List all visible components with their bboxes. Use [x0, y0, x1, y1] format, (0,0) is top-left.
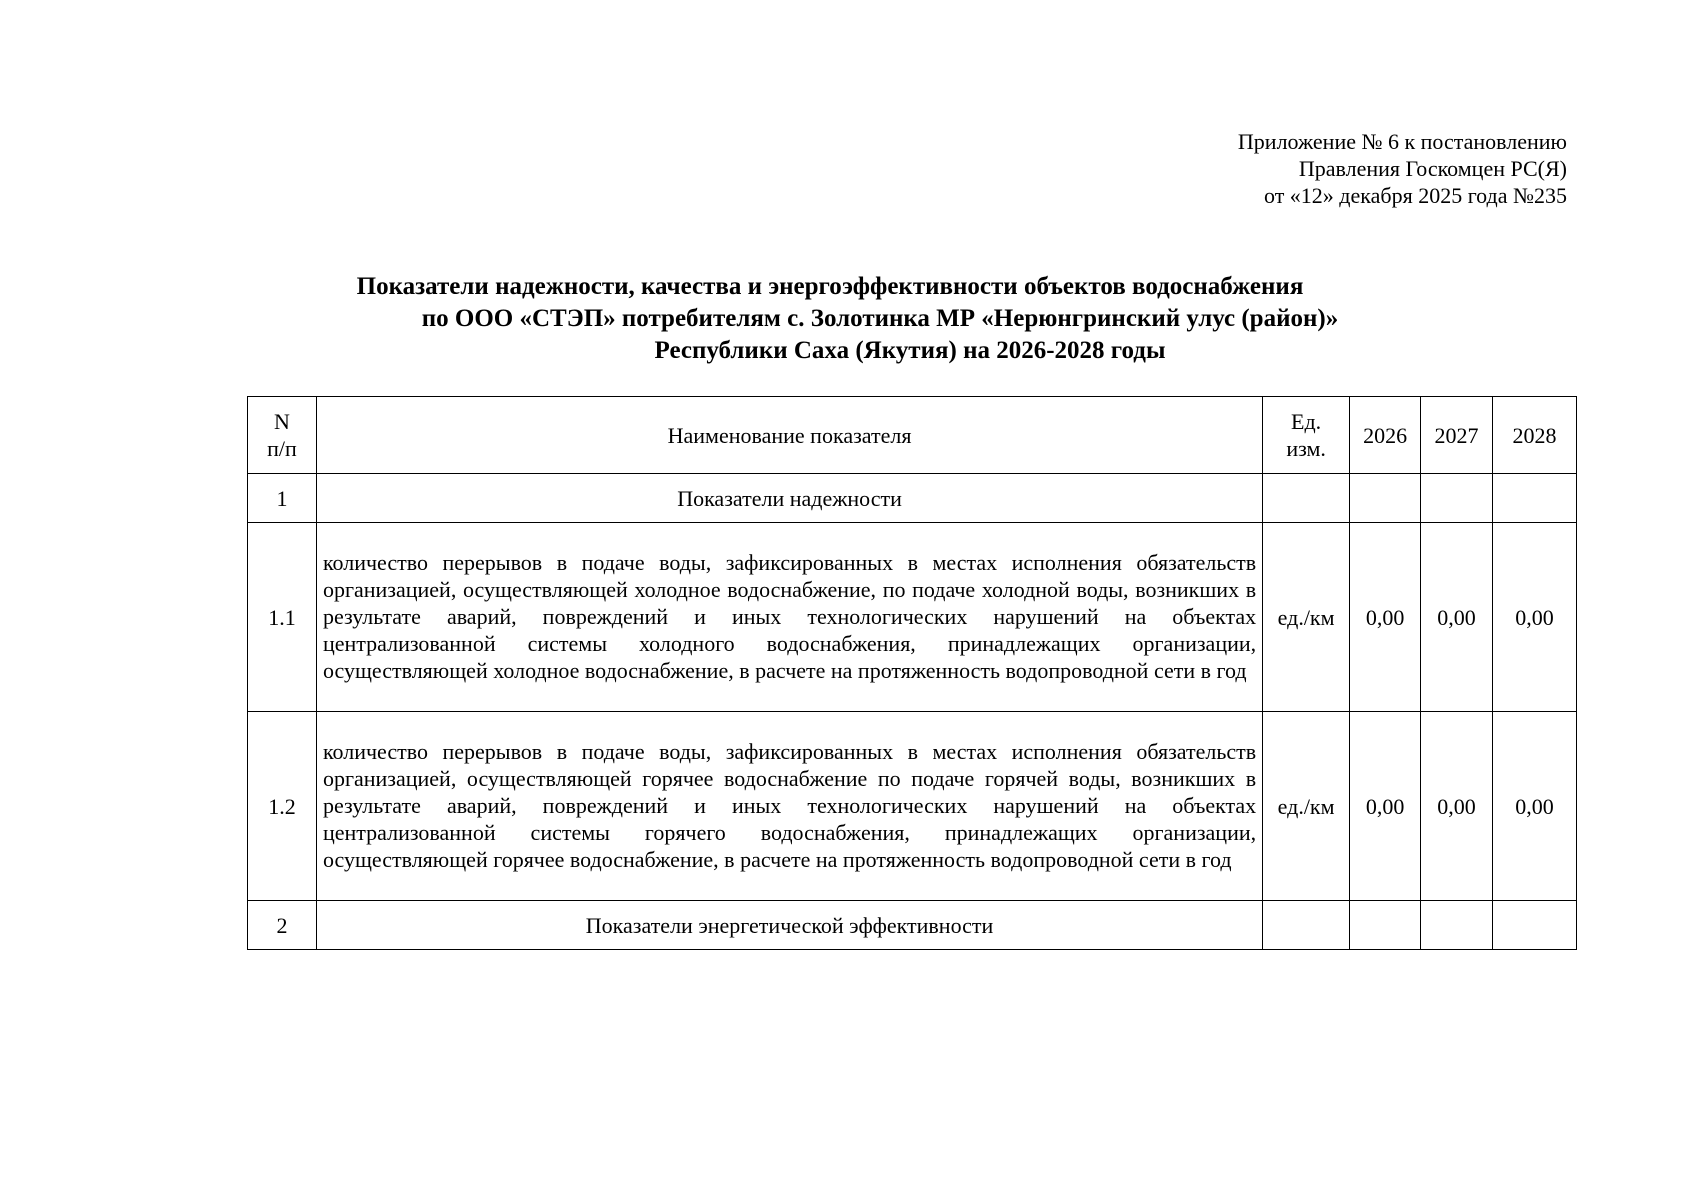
column-header-2027: 2027	[1421, 397, 1493, 474]
row-value-2026	[1350, 474, 1421, 523]
column-header-2028: 2028	[1493, 397, 1577, 474]
row-number: 2	[248, 901, 317, 950]
appendix-header-line: Приложение № 6 к постановлению	[1237, 129, 1567, 154]
column-header-number	[248, 397, 317, 474]
table-row	[248, 901, 1577, 950]
row-value-2026: 0,00	[1350, 712, 1421, 901]
document-title-line: по ООО «СТЭП» потребителям с. Золотинка МР «Нерюнгринский улус (район)»	[421, 305, 1339, 332]
document-title-line: Показатели надежности, качества и энергоэффективности объектов водоснабжения	[356, 273, 1304, 300]
column-header-name: Наименование показателя	[316, 397, 1262, 474]
row-value-2028: 0,00	[1493, 712, 1577, 901]
row-value-2027	[1421, 901, 1493, 950]
column-header-number-line2: п/п	[267, 436, 297, 461]
column-header-unit-line2: изм.	[1286, 436, 1326, 461]
document-title	[240, 271, 1580, 367]
table-row	[248, 712, 1577, 901]
row-unit	[1263, 901, 1350, 950]
table-row	[248, 523, 1577, 712]
row-value-2027	[1421, 474, 1493, 523]
document-title-line: Республики Саха (Якутия) на 2026-2028 годы	[654, 337, 1166, 364]
row-number: 1.2	[248, 712, 317, 901]
table-header-row	[248, 397, 1577, 474]
row-value-2027: 0,00	[1421, 523, 1493, 712]
row-value-2026	[1350, 901, 1421, 950]
column-header-2026: 2026	[1350, 397, 1421, 474]
row-unit: ед./км	[1263, 712, 1350, 901]
appendix-header-line: Правления Госкомцен РС(Я)	[1298, 156, 1567, 181]
row-name: количество перерывов в подаче воды, зафиксированных в местах исполнения обязательств организацией, осуществляющей холодное водоснабжение, по подаче холодной воды, возникших в результате аварий, повреждений и иных технологических нарушений на объектах централизованной системы холодного водоснабжения, принадлежащих организации, осуществляющей холодное водоснабжение, в расчете на протяженность водопроводной сети в год	[316, 523, 1262, 712]
table-row	[248, 474, 1577, 523]
row-name: количество перерывов в подаче воды, зафиксированных в местах исполнения обязательств организацией, осуществляющей горячее водоснабжение по подаче горячей воды, возникших в результате аварий, повреждений и иных технологических нарушений на объектах централизованной системы горячего водоснабжения, принадлежащих организации, осуществляющей горячее водоснабжение, в расчете на протяженность водопроводной сети в год	[316, 712, 1262, 901]
row-unit: ед./км	[1263, 523, 1350, 712]
row-number: 1	[248, 474, 317, 523]
indicators-table	[247, 396, 1577, 950]
appendix-header	[1238, 128, 1567, 209]
row-value-2026: 0,00	[1350, 523, 1421, 712]
column-header-unit-line1: Ед.	[1291, 409, 1322, 434]
row-name: Показатели энергетической эффективности	[316, 901, 1262, 950]
row-value-2027: 0,00	[1421, 712, 1493, 901]
row-value-2028	[1493, 474, 1577, 523]
column-header-number-line1: N	[274, 409, 290, 434]
row-name: Показатели надежности	[316, 474, 1262, 523]
row-unit	[1263, 474, 1350, 523]
column-header-unit	[1263, 397, 1350, 474]
appendix-header-line: от «12» декабря 2025 года №235	[1263, 183, 1567, 208]
row-value-2028	[1493, 901, 1577, 950]
row-value-2028: 0,00	[1493, 523, 1577, 712]
row-number: 1.1	[248, 523, 317, 712]
